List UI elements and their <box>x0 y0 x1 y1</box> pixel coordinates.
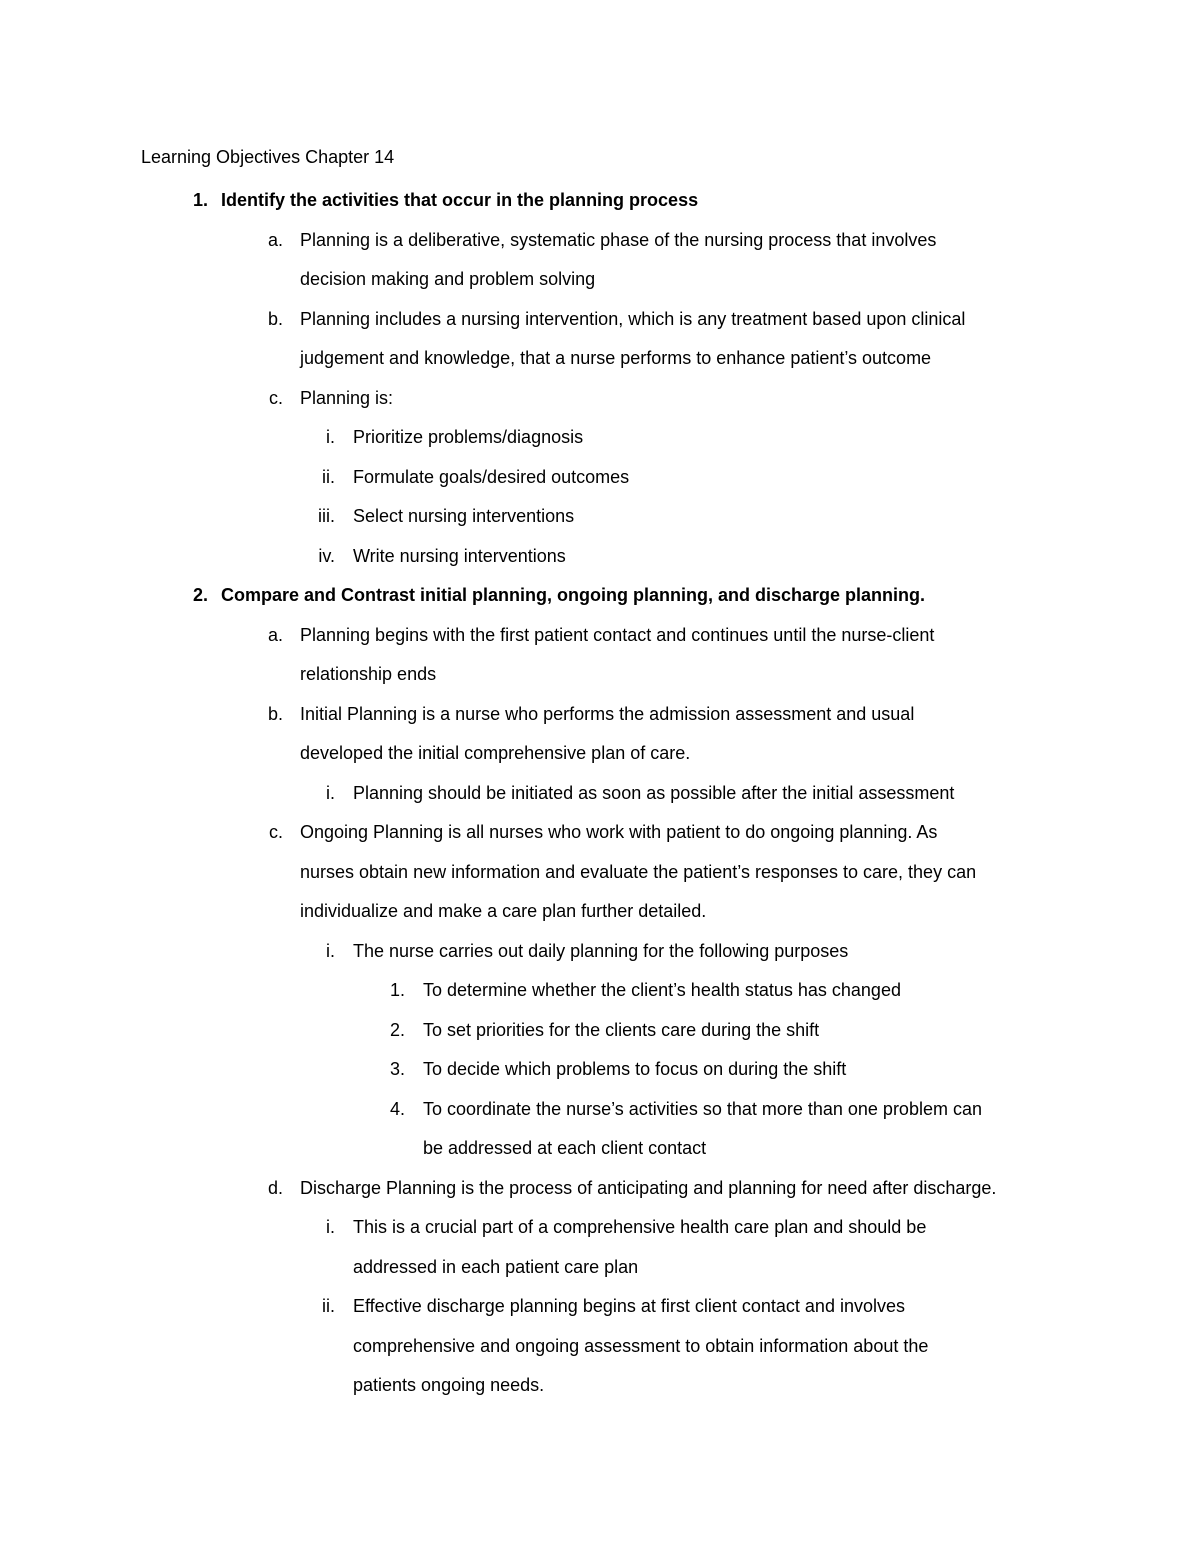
item-1b-marker: b. <box>267 309 283 329</box>
item-1c-marker: c. <box>268 388 283 408</box>
item-2a-marker: a. <box>267 625 283 645</box>
item-2c-i-text: The nurse carries out daily planning for the following purposes <box>353 941 849 961</box>
item-2c-line-2: nurses obtain new information and evaluate the patient’s responses to care, they can <box>300 862 977 882</box>
item-2c-i-1-text: To determine whether the client’s health status has changed <box>423 980 901 1000</box>
item-2d-ii-line-2: comprehensive and ongoing assessment to obtain information about the <box>353 1336 929 1356</box>
item-1c-iii-text: Select nursing interventions <box>353 506 575 526</box>
item-2d-ii-marker: ii. <box>322 1296 335 1316</box>
item-2c-line-3: individualize and make a care plan further detailed. <box>300 901 707 921</box>
item-2c-i-2-text: To set priorities for the clients care during the shift <box>423 1020 820 1040</box>
item-1c-i-text: Prioritize problems/diagnosis <box>353 427 584 447</box>
section-2-heading: Compare and Contrast initial planning, ongoing planning, and discharge planning. <box>221 585 926 605</box>
item-1b-line-2: judgement and knowledge, that a nurse performs to enhance patient’s outcome <box>300 348 932 368</box>
section-1-heading: Identify the activities that occur in the planning process <box>221 190 699 210</box>
item-2a-line-2: relationship ends <box>300 664 437 684</box>
item-2d-line-1: Discharge Planning is the process of anticipating and planning for need after discharge. <box>300 1178 997 1198</box>
section-2-number: 2. <box>192 585 208 605</box>
item-2d-ii-line-1: Effective discharge planning begins at first client contact and involves <box>353 1296 905 1316</box>
item-2d-ii-line-3: patients ongoing needs. <box>353 1375 545 1395</box>
item-2c-line-1: Ongoing Planning is all nurses who work with patient to do ongoing planning. As <box>300 822 938 842</box>
item-2c-i-3-marker: 3. <box>389 1059 405 1079</box>
item-2b-marker: b. <box>267 704 283 724</box>
item-2c-i-1-marker: 1. <box>389 980 405 1000</box>
item-2b-i-marker: i. <box>326 783 335 803</box>
item-2d-marker: d. <box>267 1178 283 1198</box>
item-1c-iii-marker: iii. <box>318 506 335 526</box>
item-2d-i-marker: i. <box>326 1217 335 1237</box>
item-2a-line-1: Planning begins with the first patient contact and continues until the nurse-client <box>300 625 935 645</box>
item-1a-line-2: decision making and problem solving <box>300 269 596 289</box>
item-2d-i-line-2: addressed in each patient care plan <box>353 1257 639 1277</box>
item-2c-i-3-text: To decide which problems to focus on during the shift <box>423 1059 847 1079</box>
item-2c-marker: c. <box>268 822 283 842</box>
item-2c-i-marker: i. <box>326 941 335 961</box>
item-1c-ii-text: Formulate goals/desired outcomes <box>353 467 630 487</box>
item-2c-i-4-line-2: be addressed at each client contact <box>423 1138 707 1158</box>
item-1c-line-1: Planning is: <box>300 388 394 408</box>
item-2c-i-2-marker: 2. <box>389 1020 405 1040</box>
item-2b-line-2: developed the initial comprehensive plan of care. <box>300 743 691 763</box>
item-2d-i-line-1: This is a crucial part of a comprehensive health care plan and should be <box>353 1217 927 1237</box>
item-2c-i-4-marker: 4. <box>389 1099 405 1119</box>
item-1a-marker: a. <box>267 230 283 250</box>
item-2c-i-4-line-1: To coordinate the nurse’s activities so that more than one problem can <box>423 1099 982 1119</box>
item-1b-line-1: Planning includes a nursing intervention, which is any treatment based upon clinical <box>300 309 966 329</box>
item-1c-ii-marker: ii. <box>322 467 335 487</box>
item-1c-iv-marker: iv. <box>318 546 335 566</box>
item-2b-line-1: Initial Planning is a nurse who performs the admission assessment and usual <box>300 704 915 724</box>
section-1-number: 1. <box>192 190 208 210</box>
document-title: Learning Objectives Chapter 14 <box>141 147 395 167</box>
item-1a-line-1: Planning is a deliberative, systematic phase of the nursing process that involves <box>300 230 937 250</box>
item-1c-i-marker: i. <box>326 427 335 447</box>
item-2b-i-text: Planning should be initiated as soon as possible after the initial assessment <box>353 783 955 803</box>
item-1c-iv-text: Write nursing interventions <box>353 546 566 566</box>
